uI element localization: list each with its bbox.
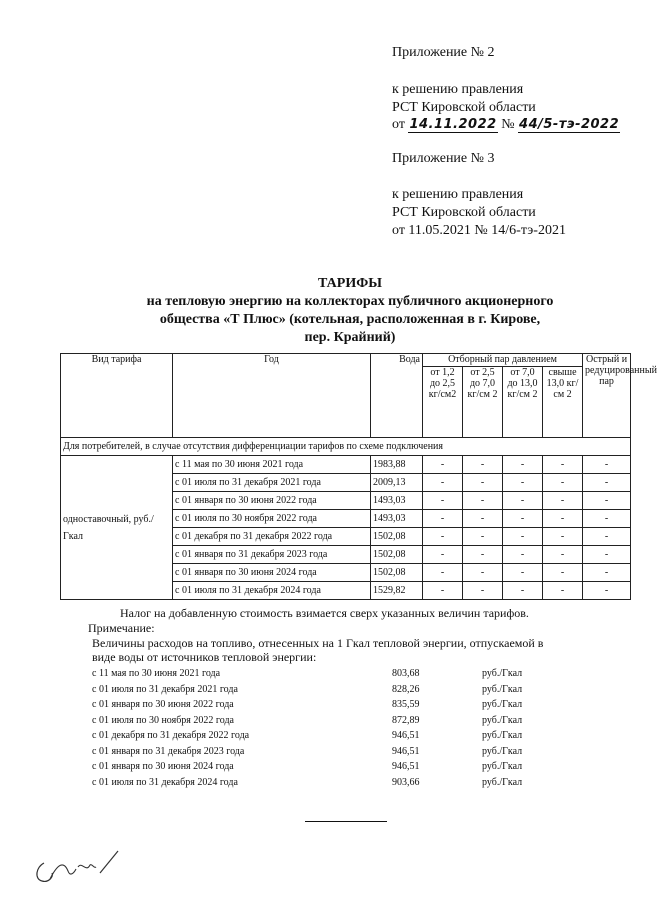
row-water: 1493,03	[371, 492, 423, 510]
tariff-type-label: одноставочный, руб./Гкал	[61, 456, 173, 600]
steam-col-4: свыше 13,0 кг/см 2	[543, 367, 583, 438]
list-item: с 01 июля по 30 ноября 2022 года 872,89 руб./Гкал	[92, 714, 523, 726]
note-label: Примечание:	[88, 621, 155, 635]
table-row: одноставочный, руб./Гкал с 11 мая по 30 июня 2021 года 1983,88 - - - - -	[61, 456, 631, 474]
doc-subtitle-3: пер. Крайний)	[304, 330, 396, 345]
row-period: с 01 января по 31 декабря 2023 года	[173, 546, 371, 564]
doc-subtitle-2: общества «Т Плюс» (котельная, расположенная в г. Кирове,	[159, 312, 541, 327]
table-row: с 01 января по 30 июня 2024 года 1502,08 - - - - -	[61, 564, 631, 582]
handwritten-number: 44/5-тэ-2022	[519, 117, 620, 132]
fuel-note-line2: виде воды от источников тепловой энергии:	[92, 650, 317, 664]
row-period: с 11 мая по 30 июня 2021 года	[173, 456, 371, 474]
row-period: с 01 января по 30 июня 2024 года	[173, 564, 371, 582]
row-period: с 01 июля по 31 декабря 2021 года	[173, 474, 371, 492]
signature-icon	[30, 843, 125, 888]
row-water: 1529,82	[371, 582, 423, 600]
appendix-3-line1: к решению правления	[392, 187, 524, 202]
list-item: с 01 июля по 31 декабря 2024 года 903,66 руб./Гкал	[92, 776, 523, 788]
steam-col-2: от 2,5 до 7,0 кг/см 2	[463, 367, 503, 438]
row-period: с 01 июля по 31 декабря 2024 года	[173, 582, 371, 600]
table-row: с 01 января по 31 декабря 2023 года 1502,08 - - - - -	[61, 546, 631, 564]
row-period: с 01 января по 30 июня 2022 года	[173, 492, 371, 510]
col-header-steam: Отборный пар давлением	[423, 354, 583, 367]
table-row: с 01 июля по 30 ноября 2022 года 1493,03 - - - - -	[61, 510, 631, 528]
number-prefix: №	[501, 117, 515, 132]
row-water: 1502,08	[371, 546, 423, 564]
appendix-3-line3: от 11.05.2021 № 14/6-тэ-2021	[392, 223, 566, 238]
col-header-sharp-steam: Острый и редуцированный пар	[583, 354, 631, 438]
col-header-type: Вид тарифа	[61, 354, 173, 438]
handwritten-date: 14.11.2022	[409, 117, 497, 132]
table-row: с 01 декабря по 31 декабря 2022 года 1502,08 - - - - -	[61, 528, 631, 546]
doc-subtitle-1: на тепловую энергию на коллекторах публичного акционерного	[146, 294, 554, 309]
from-prefix: от	[392, 117, 405, 132]
appendix-2-date-line	[392, 116, 620, 134]
row-period: с 01 июля по 30 ноября 2022 года	[173, 510, 371, 528]
appendix-2-line1: к решению правления	[392, 82, 524, 97]
row-water: 2009,13	[371, 474, 423, 492]
row-water: 1983,88	[371, 456, 423, 474]
col-header-water: Вода	[371, 354, 423, 438]
section-label: Для потребителей, в случае отсутствия дифференциации тарифов по схеме подключения	[61, 438, 631, 456]
list-item: с 01 июля по 31 декабря 2021 года 828,26 руб./Гкал	[92, 683, 523, 695]
appendix-2-line2: РСТ Кировской области	[392, 100, 536, 115]
fuel-cost-list	[92, 666, 552, 790]
list-item: с 01 января по 31 декабря 2023 года 946,51 руб./Гкал	[92, 745, 523, 757]
table-header-row	[61, 354, 631, 367]
col-header-period: Год	[173, 354, 371, 438]
closing-divider	[305, 821, 387, 822]
row-water: 1493,03	[371, 510, 423, 528]
tariff-table	[60, 353, 657, 600]
doc-title: ТАРИФЫ	[318, 276, 382, 291]
list-item: с 01 января по 30 июня 2022 года 835,59 руб./Гкал	[92, 699, 523, 710]
steam-col-3: от 7,0 до 13,0 кг/см 2	[503, 367, 543, 438]
table-row: с 01 июля по 31 декабря 2021 года 2009,13 - - - - -	[61, 474, 631, 492]
appendix-2-title: Приложение № 2	[392, 45, 495, 60]
appendix-3-title: Приложение № 3	[392, 151, 495, 166]
vat-note: Налог на добавленную стоимость взимается сверх указанных величин тарифов.	[120, 606, 529, 620]
list-item: с 01 января по 30 июня 2024 года 946,51 руб./Гкал	[92, 761, 523, 772]
table-row: с 01 июля по 31 декабря 2024 года 1529,82 - - - - -	[61, 582, 631, 600]
row-water: 1502,08	[371, 564, 423, 582]
appendix-3-line2: РСТ Кировской области	[392, 205, 536, 220]
table-row: с 01 января по 30 июня 2022 года 1493,03 - - - - -	[61, 492, 631, 510]
list-item: с 01 декабря по 31 декабря 2022 года 946,51 руб./Гкал	[92, 730, 523, 741]
list-item: с 11 мая по 30 июня 2021 года 803,68 руб./Гкал	[92, 668, 523, 679]
section-row	[61, 438, 631, 456]
row-period: с 01 декабря по 31 декабря 2022 года	[173, 528, 371, 546]
steam-col-1: от 1,2 до 2,5 кг/см2	[423, 367, 463, 438]
row-water: 1502,08	[371, 528, 423, 546]
fuel-note-line1: Величины расходов на топливо, отнесенных на 1 Гкал тепловой энергии, отпускаемой в	[92, 636, 544, 650]
